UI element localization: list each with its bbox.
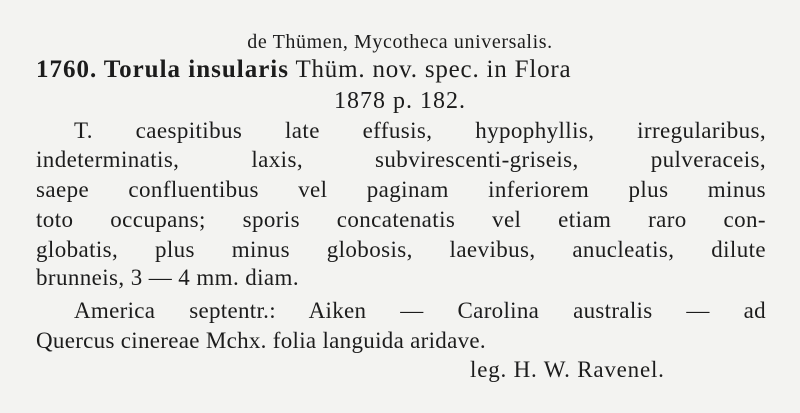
- species-name: Torula insularis: [103, 56, 289, 83]
- description-line-3: saepe confluentibus vel paginam inferiorem plus minus: [36, 177, 766, 202]
- exsiccata-series-header: de Thümen, Mycotheca universalis.: [247, 31, 553, 53]
- description-line-2: indeterminatis, laxis, subvirescenti-griseis, pulveraceis,: [36, 147, 766, 172]
- species-title-line: [36, 56, 571, 84]
- locality-line-1: America septentr.: Aiken — Carolina australis — ad: [74, 298, 766, 323]
- publication-reference: Thüm. nov. spec. in Flora: [295, 56, 572, 83]
- locality-line-2: Quercus cinereae Mchx. folia languida aridave.: [36, 328, 486, 353]
- publication-year-line: 1878 p. 182.: [334, 88, 466, 114]
- description-line-4: toto occupans; sporis concatenatis vel etiam raro con-: [36, 207, 766, 232]
- description-line-5: globatis, plus minus globosis, laevibus, anucleatis, dilute: [36, 237, 766, 262]
- collector-line: leg. H. W. Ravenel.: [470, 357, 665, 382]
- description-line-1: T. caespitibus late effusis, hypophyllis, irregularibus,: [74, 118, 766, 143]
- specimen-number: 1760.: [36, 56, 98, 83]
- description-line-6: brunneis, 3 — 4 mm. diam.: [36, 265, 299, 290]
